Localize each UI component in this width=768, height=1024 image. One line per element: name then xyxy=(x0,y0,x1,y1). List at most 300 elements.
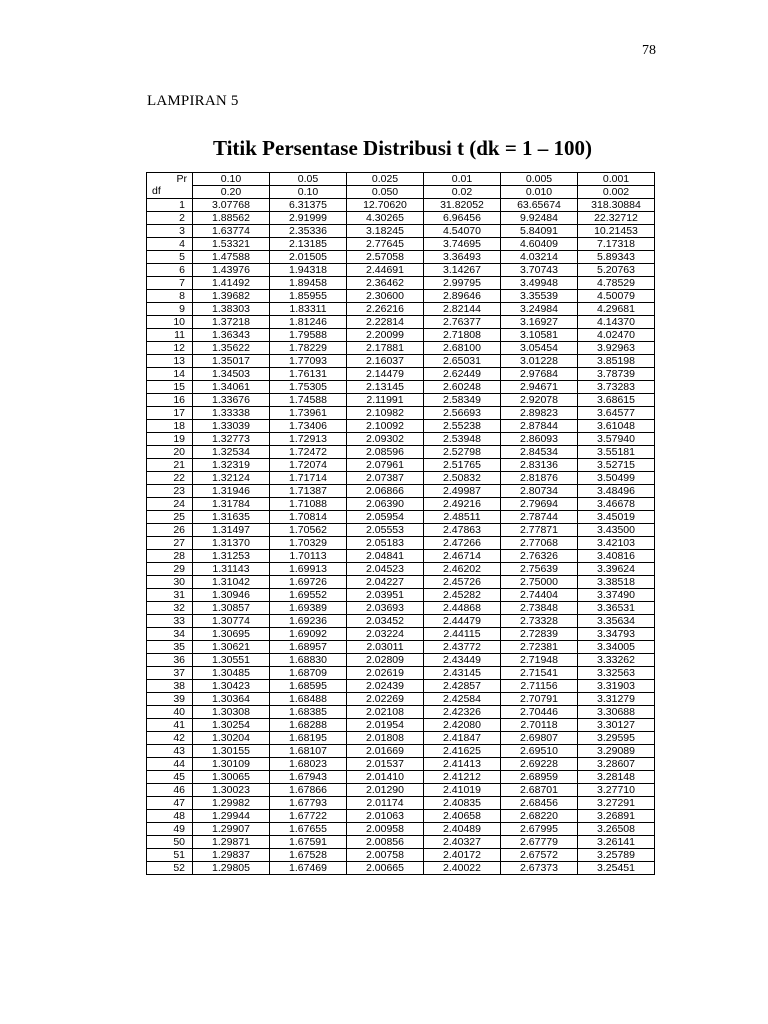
t-value-cell: 3.55181 xyxy=(578,446,655,459)
t-value-cell: 2.42326 xyxy=(424,706,501,719)
t-value-cell: 2.06390 xyxy=(347,498,424,511)
t-value-cell: 2.71541 xyxy=(501,667,578,680)
table-row xyxy=(147,251,655,264)
t-value-cell: 2.77645 xyxy=(347,238,424,251)
table-row xyxy=(147,823,655,836)
t-value-cell: 1.71387 xyxy=(270,485,347,498)
t-value-cell: 1.67655 xyxy=(270,823,347,836)
t-value-cell: 1.30023 xyxy=(193,784,270,797)
table-row xyxy=(147,615,655,628)
table-row xyxy=(147,238,655,251)
t-value-cell: 2.53948 xyxy=(424,433,501,446)
t-value-cell: 2.00665 xyxy=(347,862,424,875)
t-value-cell: 2.69807 xyxy=(501,732,578,745)
t-value-cell: 2.40658 xyxy=(424,810,501,823)
t-value-cell: 31.82052 xyxy=(424,199,501,212)
t-value-cell: 1.71088 xyxy=(270,498,347,511)
df-cell: 3 xyxy=(147,225,193,238)
t-value-cell: 3.78739 xyxy=(578,368,655,381)
t-value-cell: 4.50079 xyxy=(578,290,655,303)
df-cell: 18 xyxy=(147,420,193,433)
t-value-cell: 7.17318 xyxy=(578,238,655,251)
t-value-cell: 3.33262 xyxy=(578,654,655,667)
t-value-cell: 2.00856 xyxy=(347,836,424,849)
df-cell: 47 xyxy=(147,797,193,810)
t-value-cell: 2.73848 xyxy=(501,602,578,615)
t-value-cell: 1.37218 xyxy=(193,316,270,329)
t-value-cell: 2.62449 xyxy=(424,368,501,381)
table-row xyxy=(147,810,655,823)
t-value-cell: 1.69913 xyxy=(270,563,347,576)
t-value-cell: 1.69552 xyxy=(270,589,347,602)
t-value-cell: 1.79588 xyxy=(270,329,347,342)
t-value-cell: 4.78529 xyxy=(578,277,655,290)
t-value-cell: 2.41212 xyxy=(424,771,501,784)
t-value-cell: 3.45019 xyxy=(578,511,655,524)
header-two-tailed-cell: 0.050 xyxy=(347,186,424,199)
df-cell: 16 xyxy=(147,394,193,407)
t-value-cell: 1.30423 xyxy=(193,680,270,693)
t-value-cell: 3.25789 xyxy=(578,849,655,862)
t-value-cell: 2.01410 xyxy=(347,771,424,784)
pr-label: Pr xyxy=(176,173,187,185)
t-value-cell: 3.92963 xyxy=(578,342,655,355)
appendix-label: LAMPIRAN 5 xyxy=(147,93,239,109)
t-value-cell: 1.67722 xyxy=(270,810,347,823)
t-value-cell: 1.39682 xyxy=(193,290,270,303)
t-value-cell: 2.05553 xyxy=(347,524,424,537)
t-value-cell: 2.09302 xyxy=(347,433,424,446)
t-value-cell: 2.16037 xyxy=(347,355,424,368)
t-value-cell: 1.31635 xyxy=(193,511,270,524)
table-title: Titik Persentase Distribusi t (dk = 1 – 100) xyxy=(212,136,593,160)
t-value-cell: 2.43772 xyxy=(424,641,501,654)
t-value-cell: 2.45726 xyxy=(424,576,501,589)
df-cell: 35 xyxy=(147,641,193,654)
df-cell: 46 xyxy=(147,784,193,797)
header-one-tailed-cell: 0.10 xyxy=(193,173,270,186)
t-value-cell: 2.00958 xyxy=(347,823,424,836)
table-row xyxy=(147,745,655,758)
df-cell: 12 xyxy=(147,342,193,355)
t-value-cell: 2.40327 xyxy=(424,836,501,849)
t-value-cell: 1.31370 xyxy=(193,537,270,550)
t-value-cell: 2.57058 xyxy=(347,251,424,264)
t-value-cell: 1.70113 xyxy=(270,550,347,563)
t-value-cell: 1.34503 xyxy=(193,368,270,381)
df-cell: 8 xyxy=(147,290,193,303)
t-value-cell: 1.67528 xyxy=(270,849,347,862)
t-value-cell: 2.03452 xyxy=(347,615,424,628)
t-value-cell: 318.30884 xyxy=(578,199,655,212)
t-value-cell: 2.08596 xyxy=(347,446,424,459)
t-value-cell: 2.46202 xyxy=(424,563,501,576)
t-value-cell: 1.72913 xyxy=(270,433,347,446)
t-value-cell: 1.29907 xyxy=(193,823,270,836)
header-one-tailed-cell: 0.025 xyxy=(347,173,424,186)
t-value-cell: 1.83311 xyxy=(270,303,347,316)
t-value-cell: 2.94671 xyxy=(501,381,578,394)
t-value-cell: 2.48511 xyxy=(424,511,501,524)
df-cell: 1 xyxy=(147,199,193,212)
df-cell: 22 xyxy=(147,472,193,485)
t-value-cell: 2.10092 xyxy=(347,420,424,433)
df-cell: 5 xyxy=(147,251,193,264)
t-value-cell: 2.17881 xyxy=(347,342,424,355)
t-value-cell: 1.69236 xyxy=(270,615,347,628)
t-value-cell: 2.42584 xyxy=(424,693,501,706)
t-value-cell: 2.51765 xyxy=(424,459,501,472)
table-row xyxy=(147,212,655,225)
header-two-tailed-cell: 0.10 xyxy=(270,186,347,199)
t-value-cell: 3.50499 xyxy=(578,472,655,485)
t-value-cell: 2.20099 xyxy=(347,329,424,342)
t-value-cell: 1.68595 xyxy=(270,680,347,693)
table-row xyxy=(147,732,655,745)
t-value-cell: 2.70791 xyxy=(501,693,578,706)
t-value-cell: 2.60248 xyxy=(424,381,501,394)
t-value-cell: 2.43449 xyxy=(424,654,501,667)
t-value-cell: 9.92484 xyxy=(501,212,578,225)
t-value-cell: 2.67995 xyxy=(501,823,578,836)
t-value-cell: 3.26891 xyxy=(578,810,655,823)
t-value-cell: 3.36531 xyxy=(578,602,655,615)
t-value-cell: 3.39624 xyxy=(578,563,655,576)
df-cell: 32 xyxy=(147,602,193,615)
t-value-cell: 3.18245 xyxy=(347,225,424,238)
t-value-cell: 2.86093 xyxy=(501,433,578,446)
df-cell: 37 xyxy=(147,667,193,680)
t-value-cell: 1.47588 xyxy=(193,251,270,264)
table-row xyxy=(147,576,655,589)
t-value-cell: 3.48496 xyxy=(578,485,655,498)
t-value-cell: 3.28148 xyxy=(578,771,655,784)
t-value-cell: 2.46714 xyxy=(424,550,501,563)
table-row xyxy=(147,797,655,810)
t-value-cell: 2.44115 xyxy=(424,628,501,641)
t-value-cell: 1.32319 xyxy=(193,459,270,472)
t-value-cell: 3.38518 xyxy=(578,576,655,589)
t-value-cell: 1.70814 xyxy=(270,511,347,524)
t-value-cell: 2.01174 xyxy=(347,797,424,810)
t-value-cell: 2.87844 xyxy=(501,420,578,433)
table-row xyxy=(147,381,655,394)
t-value-cell: 1.68830 xyxy=(270,654,347,667)
table-row xyxy=(147,342,655,355)
t-value-cell: 2.40022 xyxy=(424,862,501,875)
t-value-cell: 1.36343 xyxy=(193,329,270,342)
t-value-cell: 2.67572 xyxy=(501,849,578,862)
t-value-cell: 1.29871 xyxy=(193,836,270,849)
t-value-cell: 1.30857 xyxy=(193,602,270,615)
t-value-cell: 3.68615 xyxy=(578,394,655,407)
table-row xyxy=(147,654,655,667)
df-cell: 13 xyxy=(147,355,193,368)
t-value-cell: 3.10581 xyxy=(501,329,578,342)
t-value-cell: 1.31143 xyxy=(193,563,270,576)
df-cell: 45 xyxy=(147,771,193,784)
t-value-cell: 2.81876 xyxy=(501,472,578,485)
t-value-cell: 2.76377 xyxy=(424,316,501,329)
t-value-cell: 1.30774 xyxy=(193,615,270,628)
t-value-cell: 6.31375 xyxy=(270,199,347,212)
table-row xyxy=(147,641,655,654)
t-value-cell: 3.30127 xyxy=(578,719,655,732)
table-row xyxy=(147,836,655,849)
t-distribution-table xyxy=(146,172,655,875)
t-value-cell: 2.83136 xyxy=(501,459,578,472)
t-value-cell: 1.29982 xyxy=(193,797,270,810)
table-body xyxy=(147,173,655,875)
t-value-cell: 1.31497 xyxy=(193,524,270,537)
t-value-cell: 1.32773 xyxy=(193,433,270,446)
t-value-cell: 1.30109 xyxy=(193,758,270,771)
t-value-cell: 1.72074 xyxy=(270,459,347,472)
t-value-cell: 2.30600 xyxy=(347,290,424,303)
df-cell: 40 xyxy=(147,706,193,719)
t-value-cell: 2.89823 xyxy=(501,407,578,420)
table-row xyxy=(147,784,655,797)
t-value-cell: 2.36462 xyxy=(347,277,424,290)
df-cell: 9 xyxy=(147,303,193,316)
t-value-cell: 1.85955 xyxy=(270,290,347,303)
t-value-cell: 1.68385 xyxy=(270,706,347,719)
df-cell: 2 xyxy=(147,212,193,225)
table-row xyxy=(147,550,655,563)
t-value-cell: 3.34793 xyxy=(578,628,655,641)
t-value-cell: 3.05454 xyxy=(501,342,578,355)
t-value-cell: 2.73328 xyxy=(501,615,578,628)
t-value-cell: 1.32124 xyxy=(193,472,270,485)
df-cell: 7 xyxy=(147,277,193,290)
t-value-cell: 1.38303 xyxy=(193,303,270,316)
t-value-cell: 2.68959 xyxy=(501,771,578,784)
t-value-cell: 1.78229 xyxy=(270,342,347,355)
table-row xyxy=(147,667,655,680)
t-value-cell: 2.10982 xyxy=(347,407,424,420)
t-value-cell: 1.35017 xyxy=(193,355,270,368)
t-value-cell: 6.96456 xyxy=(424,212,501,225)
t-value-cell: 1.30065 xyxy=(193,771,270,784)
t-value-cell: 3.29089 xyxy=(578,745,655,758)
table-row xyxy=(147,563,655,576)
t-value-cell: 3.31279 xyxy=(578,693,655,706)
header-row-two-tailed xyxy=(147,186,655,199)
df-cell: 23 xyxy=(147,485,193,498)
t-value-cell: 2.13185 xyxy=(270,238,347,251)
t-value-cell: 1.88562 xyxy=(193,212,270,225)
t-value-cell: 1.30155 xyxy=(193,745,270,758)
t-value-cell: 2.68100 xyxy=(424,342,501,355)
table-row xyxy=(147,771,655,784)
t-value-cell: 1.29944 xyxy=(193,810,270,823)
t-value-cell: 1.76131 xyxy=(270,368,347,381)
t-value-cell: 3.31903 xyxy=(578,680,655,693)
t-value-cell: 63.65674 xyxy=(501,199,578,212)
t-value-cell: 2.68456 xyxy=(501,797,578,810)
table-row xyxy=(147,602,655,615)
t-value-cell: 2.71156 xyxy=(501,680,578,693)
table-row xyxy=(147,433,655,446)
t-value-cell: 12.70620 xyxy=(347,199,424,212)
t-value-cell: 2.47863 xyxy=(424,524,501,537)
t-value-cell: 2.56693 xyxy=(424,407,501,420)
table-row xyxy=(147,264,655,277)
t-value-cell: 3.35539 xyxy=(501,290,578,303)
t-value-cell: 1.30551 xyxy=(193,654,270,667)
t-value-cell: 3.64577 xyxy=(578,407,655,420)
df-cell: 24 xyxy=(147,498,193,511)
t-value-cell: 1.72472 xyxy=(270,446,347,459)
df-cell: 4 xyxy=(147,238,193,251)
df-cell: 10 xyxy=(147,316,193,329)
table-row xyxy=(147,420,655,433)
df-cell: 11 xyxy=(147,329,193,342)
t-value-cell: 1.30621 xyxy=(193,641,270,654)
t-value-cell: 2.41847 xyxy=(424,732,501,745)
df-cell: 14 xyxy=(147,368,193,381)
t-value-cell: 2.04841 xyxy=(347,550,424,563)
t-value-cell: 1.33039 xyxy=(193,420,270,433)
table-row xyxy=(147,459,655,472)
t-value-cell: 2.70446 xyxy=(501,706,578,719)
t-value-cell: 2.01669 xyxy=(347,745,424,758)
df-cell: 41 xyxy=(147,719,193,732)
t-value-cell: 2.02439 xyxy=(347,680,424,693)
t-value-cell: 2.06866 xyxy=(347,485,424,498)
t-value-cell: 3.40816 xyxy=(578,550,655,563)
t-value-cell: 3.74695 xyxy=(424,238,501,251)
t-value-cell: 1.31253 xyxy=(193,550,270,563)
t-value-cell: 3.30688 xyxy=(578,706,655,719)
t-value-cell: 2.03951 xyxy=(347,589,424,602)
t-value-cell: 5.89343 xyxy=(578,251,655,264)
t-value-cell: 3.26508 xyxy=(578,823,655,836)
t-value-cell: 3.70743 xyxy=(501,264,578,277)
df-cell: 36 xyxy=(147,654,193,667)
table-row xyxy=(147,849,655,862)
t-value-cell: 4.03214 xyxy=(501,251,578,264)
t-value-cell: 1.30308 xyxy=(193,706,270,719)
table-row xyxy=(147,394,655,407)
df-cell: 31 xyxy=(147,589,193,602)
t-value-cell: 2.68220 xyxy=(501,810,578,823)
t-value-cell: 3.42103 xyxy=(578,537,655,550)
t-value-cell: 1.81246 xyxy=(270,316,347,329)
t-value-cell: 1.30254 xyxy=(193,719,270,732)
t-value-cell: 2.03224 xyxy=(347,628,424,641)
table-row xyxy=(147,680,655,693)
t-value-cell: 22.32712 xyxy=(578,212,655,225)
table-row xyxy=(147,693,655,706)
t-value-cell: 2.49987 xyxy=(424,485,501,498)
t-value-cell: 1.75305 xyxy=(270,381,347,394)
t-value-cell: 2.43145 xyxy=(424,667,501,680)
t-value-cell: 1.31784 xyxy=(193,498,270,511)
header-two-tailed-cell: 0.02 xyxy=(424,186,501,199)
t-value-cell: 1.68023 xyxy=(270,758,347,771)
t-value-cell: 2.77871 xyxy=(501,524,578,537)
t-value-cell: 2.82144 xyxy=(424,303,501,316)
df-cell: 43 xyxy=(147,745,193,758)
t-value-cell: 1.30695 xyxy=(193,628,270,641)
t-value-cell: 2.02269 xyxy=(347,693,424,706)
t-value-cell: 1.43976 xyxy=(193,264,270,277)
t-value-cell: 1.67943 xyxy=(270,771,347,784)
t-value-cell: 3.07768 xyxy=(193,199,270,212)
table-row xyxy=(147,524,655,537)
t-value-cell: 1.67469 xyxy=(270,862,347,875)
df-cell: 33 xyxy=(147,615,193,628)
t-value-cell: 1.68288 xyxy=(270,719,347,732)
df-cell: 17 xyxy=(147,407,193,420)
t-value-cell: 2.44691 xyxy=(347,264,424,277)
t-value-cell: 3.35634 xyxy=(578,615,655,628)
t-value-cell: 2.01808 xyxy=(347,732,424,745)
t-value-cell: 3.27710 xyxy=(578,784,655,797)
t-value-cell: 1.68957 xyxy=(270,641,347,654)
t-value-cell: 1.68709 xyxy=(270,667,347,680)
df-cell: 27 xyxy=(147,537,193,550)
df-cell: 20 xyxy=(147,446,193,459)
table-row xyxy=(147,316,655,329)
t-value-cell: 2.75639 xyxy=(501,563,578,576)
df-cell: 30 xyxy=(147,576,193,589)
header-two-tailed-cell: 0.010 xyxy=(501,186,578,199)
t-value-cell: 2.42080 xyxy=(424,719,501,732)
df-cell: 29 xyxy=(147,563,193,576)
df-cell: 50 xyxy=(147,836,193,849)
t-value-cell: 2.92078 xyxy=(501,394,578,407)
df-cell: 49 xyxy=(147,823,193,836)
t-value-cell: 2.84534 xyxy=(501,446,578,459)
t-value-cell: 3.46678 xyxy=(578,498,655,511)
t-value-cell: 2.58349 xyxy=(424,394,501,407)
t-value-cell: 3.16927 xyxy=(501,316,578,329)
t-value-cell: 2.02619 xyxy=(347,667,424,680)
t-value-cell: 2.11991 xyxy=(347,394,424,407)
df-cell: 21 xyxy=(147,459,193,472)
table-row xyxy=(147,498,655,511)
header-one-tailed-cell: 0.05 xyxy=(270,173,347,186)
t-value-cell: 5.84091 xyxy=(501,225,578,238)
t-value-cell: 2.49216 xyxy=(424,498,501,511)
header-row-one-tailed xyxy=(147,173,655,186)
t-value-cell: 2.50832 xyxy=(424,472,501,485)
t-value-cell: 2.45282 xyxy=(424,589,501,602)
table-row xyxy=(147,199,655,212)
t-value-cell: 2.40172 xyxy=(424,849,501,862)
t-value-cell: 1.73406 xyxy=(270,420,347,433)
t-value-cell: 2.97684 xyxy=(501,368,578,381)
header-one-tailed-cell: 0.005 xyxy=(501,173,578,186)
t-value-cell: 1.69092 xyxy=(270,628,347,641)
t-value-cell: 2.02809 xyxy=(347,654,424,667)
t-value-cell: 4.14370 xyxy=(578,316,655,329)
t-value-cell: 2.89646 xyxy=(424,290,501,303)
t-value-cell: 1.69726 xyxy=(270,576,347,589)
t-value-cell: 4.60409 xyxy=(501,238,578,251)
t-value-cell: 2.99795 xyxy=(424,277,501,290)
t-value-cell: 1.77093 xyxy=(270,355,347,368)
df-cell: 6 xyxy=(147,264,193,277)
table-row xyxy=(147,225,655,238)
t-value-cell: 2.65031 xyxy=(424,355,501,368)
t-value-cell: 3.34005 xyxy=(578,641,655,654)
t-value-cell: 2.74404 xyxy=(501,589,578,602)
df-cell: 38 xyxy=(147,680,193,693)
t-value-cell: 5.20763 xyxy=(578,264,655,277)
